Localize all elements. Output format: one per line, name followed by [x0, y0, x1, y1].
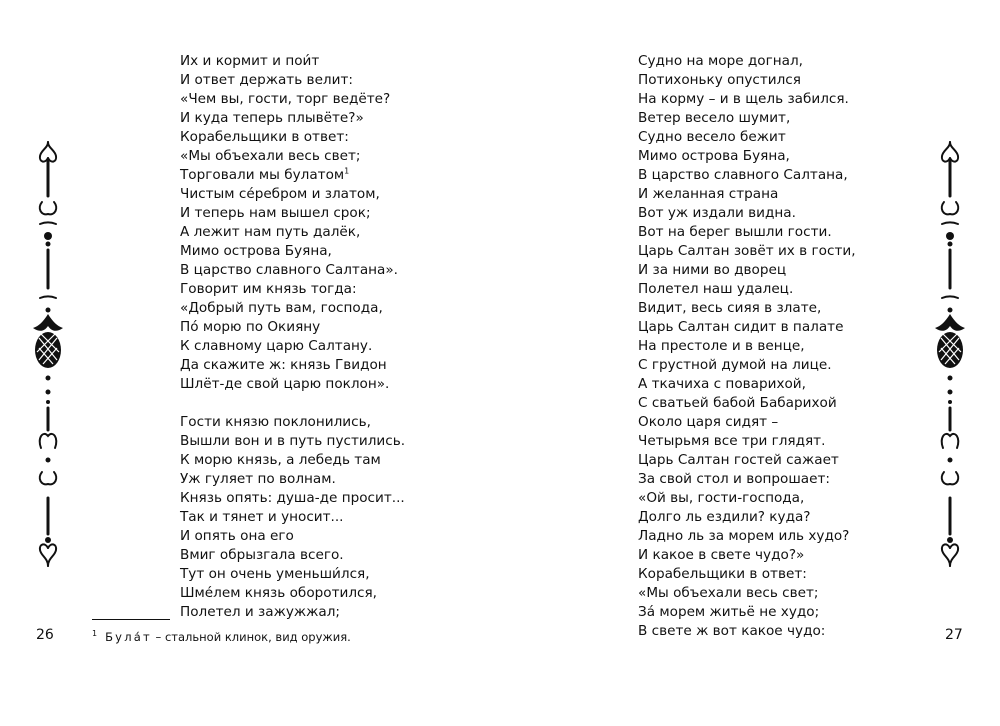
verse-line: И куда теперь плывёте?» [180, 110, 364, 126]
verse-line: Говорит им князь тогда: [180, 281, 357, 297]
verse-line: На корму – и в щель забился. [638, 91, 849, 107]
verse-line: Чистым сéребром и златом, [180, 186, 380, 202]
verse-line: К морю князь, а лебедь там [180, 452, 381, 468]
verse-line: Шлёт-де свой царю поклон». [180, 376, 390, 392]
footnote-text: – стальной клинок, вид оружия. [151, 629, 351, 644]
verse-line: Уж гуляет по волнам. [180, 471, 336, 487]
verse-line: И желанная страна [638, 186, 779, 202]
page-number-left: 26 [36, 627, 54, 643]
verse-line: И какое в свете чудо?» [638, 547, 805, 563]
verse-line: Судно весело бежит [638, 129, 786, 145]
verse-line: Долго ль ездили? куда? [638, 509, 811, 525]
verse-line: В царство славного Салтана». [180, 262, 399, 278]
verse-line: Царь Салтан сидит в палате [638, 319, 844, 335]
verse-line: Гости князю поклонились, [180, 414, 371, 430]
footnote-reference[interactable]: 1 [344, 166, 350, 176]
footnote [92, 626, 351, 645]
verse-line: Вмиг обрызгала всего. [180, 547, 344, 563]
vertical-floral-ornament-icon [933, 138, 967, 570]
verse-line: Вот уж издали видна. [638, 205, 796, 221]
verse-line: С сватьей бабой Бабарихой [638, 395, 837, 411]
verse-line: Шмéлем князь оборотился, [180, 585, 377, 601]
verse-line: Судно на море догнал, [638, 53, 803, 69]
verse-line: В свете ж вот какое чудо: [638, 623, 826, 639]
verse-line: Их и кормит и пои́т [180, 53, 320, 69]
page-number-right: 27 [945, 627, 963, 643]
vertical-floral-ornament-icon [31, 138, 65, 570]
verse-line: С грустной думой на лице. [638, 357, 832, 373]
verse-line: И теперь нам вышел срок; [180, 205, 371, 221]
verse-line: В царство славного Салтана, [638, 167, 848, 183]
verse-line: За свой стол и вопрошает: [638, 471, 830, 487]
footnote-divider [92, 619, 170, 620]
verse-line: А ткачиха с поварихой, [638, 376, 806, 392]
verse-line: Да скажите ж: князь Гвидон [180, 357, 387, 373]
verse-line: Ладно ль за морем иль худо? [638, 528, 850, 544]
right-page [500, 0, 1000, 726]
verse-line: Царь Салтан зовёт их в гости, [638, 243, 856, 259]
verse-line: Полетел наш удалец. [638, 281, 794, 297]
verse-block-right [638, 52, 856, 641]
verse-line: «Чем вы, гости, торг ведёте? [180, 91, 391, 107]
verse-line: А лежит нам путь далёк, [180, 224, 361, 240]
verse-line: Около царя сидят – [638, 414, 779, 430]
verse-line: «Мы объехали весь свет; [180, 148, 361, 164]
verse-line: По́ морю по Окияну [180, 319, 321, 335]
verse-line: Мимо острова Буяна, [180, 243, 332, 259]
verse-line: Потихоньку опустился [638, 72, 801, 88]
verse-line: Так и тянет и уносит... [180, 509, 344, 525]
verse-line: На престоле и в венце, [638, 338, 805, 354]
verse-line: И ответ держать велит: [180, 72, 353, 88]
stanza-break [180, 394, 405, 413]
verse-line: Тут он очень уменьши́лся, [180, 566, 370, 582]
verse-line: И за ними во дворец [638, 262, 787, 278]
verse-line: Видит, весь сияя в злате, [638, 300, 822, 316]
verse-line: «Ой вы, гости-господа, [638, 490, 805, 506]
verse-line: Князь опять: душа-де просит... [180, 490, 405, 506]
verse-line: Корабельщики в ответ: [180, 129, 349, 145]
verse-line: Полетел и зажужжал; [180, 604, 340, 620]
verse-line: Ветер весело шумит, [638, 110, 791, 126]
footnote-term: Була́т [105, 629, 152, 644]
verse-line-with-footnote [180, 166, 405, 185]
verse-line: Мимо острова Буяна, [638, 148, 790, 164]
verse-line: За́ морем житьё не худо; [638, 604, 820, 620]
verse-line: Вот на берег вышли гости. [638, 224, 832, 240]
verse-line: Четырьмя все три глядят. [638, 433, 826, 449]
verse-line: Царь Салтан гостей сажает [638, 452, 839, 468]
verse-line: Корабельщики в ответ: [638, 566, 807, 582]
verse-block-left [180, 52, 405, 622]
footnote-marker: 1 [92, 629, 98, 638]
verse-line: «Мы объехали весь свет; [638, 585, 819, 601]
verse-line: К славному царю Салтану. [180, 338, 373, 354]
verse-line-text: Торговали мы булатом [180, 167, 345, 183]
verse-line: И опять она его [180, 528, 294, 544]
verse-line: «Добрый путь вам, господа, [180, 300, 383, 316]
verse-line: Вышли вон и в путь пустились. [180, 433, 406, 449]
